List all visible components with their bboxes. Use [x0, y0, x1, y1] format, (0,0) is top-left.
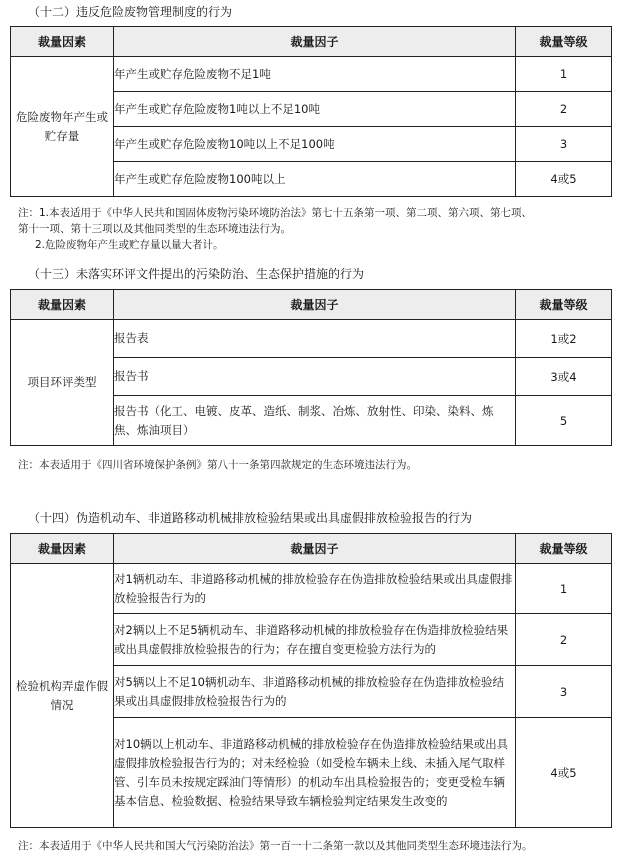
criteria-cell: 报告书: [114, 358, 516, 396]
table-header-row: [11, 534, 612, 564]
section-12-table: [10, 26, 612, 197]
header-level: 裁量等级: [516, 534, 612, 564]
level-cell: 3: [516, 666, 612, 718]
level-cell: 4或5: [516, 718, 612, 828]
level-cell: 5: [516, 396, 612, 446]
table-header-row: [11, 27, 612, 57]
criteria-cell: 年产生或贮存危险废物1吨以上不足10吨: [114, 92, 516, 127]
level-cell: 1或2: [516, 320, 612, 358]
header-factor: 裁量因素: [11, 290, 114, 320]
criteria-cell: 年产生或贮存危险废物不足1吨: [114, 57, 516, 92]
criteria-cell: 对10辆以上机动车、非道路移动机械的排放检验存在伪造排放检验结果或出具虚假排放检验报告行为的；对未经检验（如受检车辆未上线、未插入尾气取样管、引车员未按规定踩油门等情形）的机动车出具检验报告的；变更受检车辆基本信息、检验数据、检验结果导致车辆检验判定结果发生改变的: [114, 718, 516, 828]
criteria-cell: 对1辆机动车、非道路移动机械的排放检验存在伪造排放检验结果或出具虚假排放检验报告行为的: [114, 564, 516, 614]
header-factor: 裁量因素: [11, 27, 114, 57]
level-cell: 3: [516, 127, 612, 162]
criteria-cell: 对5辆以上不足10辆机动车、非道路移动机械的排放检验存在伪造排放检验结果或出具虚假排放检验报告行为的: [114, 666, 516, 718]
header-criteria: 裁量因子: [114, 534, 516, 564]
level-cell: 2: [516, 614, 612, 666]
table-row: [11, 57, 612, 92]
header-criteria: 裁量因子: [114, 290, 516, 320]
note-line: 注：本表适用于《中华人民共和国大气污染防治法》第一百一十二条第一款以及其他同类型生态环境违法行为。: [18, 840, 533, 852]
section-12-title: （十二）违反危险废物管理制度的行为: [28, 5, 233, 19]
header-level: 裁量等级: [516, 290, 612, 320]
header-factor: 裁量因素: [11, 534, 114, 564]
level-cell: 4或5: [516, 162, 612, 197]
section-14-table: [10, 533, 612, 828]
level-cell: 2: [516, 92, 612, 127]
factor-cell: 检验机构弄虚作假情况: [11, 564, 114, 828]
header-level: 裁量等级: [516, 27, 612, 57]
note-line: 注：1.本表适用于《中华人民共和国固体废物污染环境防治法》第七十五条第一项、第二项、第六项、第七项、: [18, 207, 533, 219]
criteria-cell: 年产生或贮存危险废物100吨以上: [114, 162, 516, 197]
section-14-note: [18, 838, 614, 854]
section-13-table: [10, 289, 612, 446]
note-line: 注：本表适用于《四川省环境保护条例》第八十一条第四款规定的生态环境违法行为。: [18, 459, 417, 471]
note-line: 第十一项、第十三项以及其他同类型的生态环境违法行为。: [18, 223, 291, 235]
table-row: [11, 320, 612, 358]
header-criteria: 裁量因子: [114, 27, 516, 57]
criteria-cell: 对2辆以上不足5辆机动车、非道路移动机械的排放检验存在伪造排放检验结果或出具虚假排放检验报告的行为；存在擅自变更检验方法行为的: [114, 614, 516, 666]
criteria-cell: 年产生或贮存危险废物10吨以上不足100吨: [114, 127, 516, 162]
section-13-title: （十三）未落实环评文件提出的污染防治、生态保护措施的行为: [28, 267, 365, 281]
level-cell: 1: [516, 564, 612, 614]
table-header-row: [11, 290, 612, 320]
section-13-note: [18, 457, 614, 473]
level-cell: 3或4: [516, 358, 612, 396]
section-14-title: （十四）伪造机动车、非道路移动机械排放检验结果或出具虚假排放检验报告的行为: [28, 511, 473, 525]
level-cell: 1: [516, 57, 612, 92]
section-12-note: [18, 205, 614, 253]
criteria-cell: 报告表: [114, 320, 516, 358]
criteria-cell: 报告书（化工、电镀、皮革、造纸、制浆、冶炼、放射性、印染、染料、炼焦、炼油项目）: [114, 396, 516, 446]
table-row: [11, 564, 612, 614]
note-line: 2.危险废物年产生或贮存量以量大者计。: [35, 239, 224, 251]
factor-cell: 危险废物年产生或贮存量: [11, 57, 114, 197]
factor-cell: 项目环评类型: [11, 320, 114, 446]
